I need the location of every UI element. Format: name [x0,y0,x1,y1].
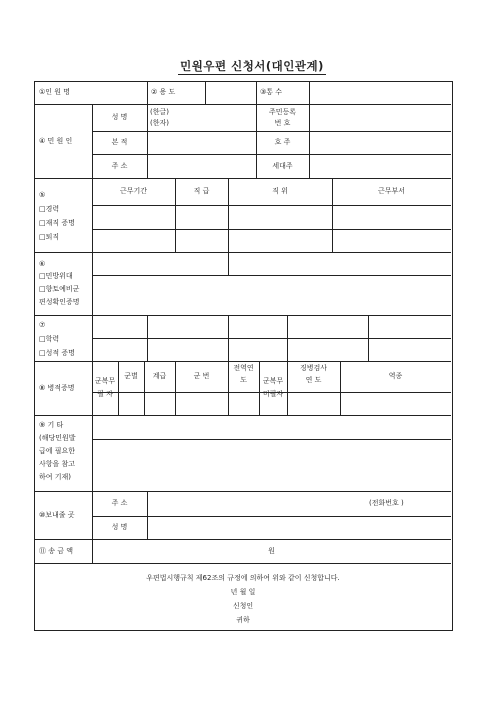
delivery-address-input[interactable] [148,492,366,516]
address-label: 주 소 [111,162,128,170]
row-divider [92,229,451,230]
remittance-amount-input[interactable] [93,540,293,563]
sec6-number: ⑥ [39,260,46,268]
address-input[interactable] [148,155,255,178]
rrn-input[interactable] [310,105,450,131]
col-divider [228,315,229,361]
sec5-number: ⑤ [39,191,46,199]
served-header-2: 필 자 [97,390,113,398]
row-divider [35,315,451,316]
row-divider [92,205,451,206]
delivery-street-label: 주 소 [111,499,128,507]
hoju-label: 호 주 [274,138,291,146]
hoju-input[interactable] [310,132,450,154]
name-label: 성 명 [111,113,128,121]
col-divider [175,361,176,415]
military-record-label: ⑧ 병적증명 [39,384,75,392]
other-label-2: (해당민원발 [39,434,76,442]
application-form [34,81,453,631]
served-header-1: 군복무 [94,377,116,385]
not-served-header-1: 군복무 [262,377,284,385]
legal-statement: 우편법시행규칙 제62조의 규정에 의하여 위와 같이 신청합니다. [146,574,340,582]
other-label-3: 급에 필요한 [39,447,76,455]
col-divider [144,361,145,415]
civil-defense-checkbox[interactable]: □민방위대 [39,272,73,280]
recipient-label: 귀하 [236,616,250,624]
discharge-year-header-2: 도 [240,376,247,384]
item-applicants-label: ①인 원 명 [39,88,71,96]
col-divider [92,104,93,563]
sedaeju-input[interactable] [310,155,450,178]
col-divider [147,82,148,104]
applicant-section-label: ④ 민 원 인 [39,137,73,145]
department-header: 근무부서 [377,187,406,195]
employment-checkbox[interactable]: □재직 증명 [39,219,75,227]
service-type-header: 역종 [388,372,403,380]
bonjeok-input[interactable] [148,132,255,154]
application-date: 년 월 일 [230,588,256,596]
other-label-4: 사항을 참고 [39,460,76,468]
discharge-year-header-1: 전역연 [233,364,254,372]
applicant-signature-label: 신청인 [232,602,254,610]
work-period-header: 근무기간 [119,187,148,195]
page-title [0,58,504,74]
row-divider [35,252,451,253]
hanja-label: (한자) [150,119,169,127]
career-checkbox[interactable]: □경력 [39,205,60,213]
rank-header-mil: 계급 [152,372,167,380]
applicants-count-input[interactable] [93,83,147,104]
delivery-name-label: 성 명 [111,523,128,531]
col-divider [287,315,288,361]
not-served-header-2: 미필자 [262,390,284,398]
item-copies-label: ③통 수 [260,88,283,96]
purpose-input[interactable] [206,83,256,104]
formation-cert-label: 편성확인증명 [39,298,80,306]
row-divider [92,338,451,339]
title-text: 민원우편 신청서(대인관계) [180,59,324,73]
col-divider [147,315,148,361]
col-divider [259,361,260,415]
other-label-5: 하여 기재) [39,473,72,481]
branch-header: 군별 [124,372,138,380]
row-divider [35,178,451,179]
row-divider [92,275,451,276]
item-purpose-label: ② 용 도 [151,88,176,96]
row-divider [35,361,451,362]
rrn-label-1: 주민등록 [268,108,297,116]
sedaeju-label: 세대주 [272,162,293,170]
service-number-header: 군 번 [193,372,210,380]
copies-input[interactable] [310,83,450,104]
col-divider [340,361,341,415]
grades-checkbox[interactable]: □성적 증명 [39,349,75,357]
reserve-forces-checkbox[interactable]: □향토예비군 [39,285,80,293]
won-unit: 원 [268,547,275,555]
hangul-label: (한글) [150,108,169,116]
other-details-input[interactable] [93,416,450,491]
position-header: 직 위 [272,187,288,195]
sec7-number: ⑦ [39,321,46,329]
conscription-year-header-2: 연 도 [305,376,322,384]
name-input[interactable] [185,105,255,131]
education-checkbox[interactable]: □학력 [39,335,60,343]
phone-number-label: (전화번호 ) [369,499,404,507]
retirement-checkbox[interactable]: □퇴직 [39,233,60,241]
bonjeok-label: 본 적 [111,138,128,146]
remittance-label: ⑪ 송 금 액 [39,547,73,555]
rank-header: 직 급 [193,187,210,195]
col-divider [118,361,119,415]
row-divider [35,563,451,564]
conscription-year-header-1: 징병검사 [299,364,328,372]
rrn-label-2: 번 호 [274,119,291,127]
delivery-name-input[interactable] [148,517,450,539]
other-label-1: ⑨ 기 타 [39,421,64,429]
col-divider [368,315,369,361]
col-divider [256,82,257,104]
col-divider [228,252,229,275]
delivery-address-label: ⑩보내줄 곳 [39,511,75,519]
